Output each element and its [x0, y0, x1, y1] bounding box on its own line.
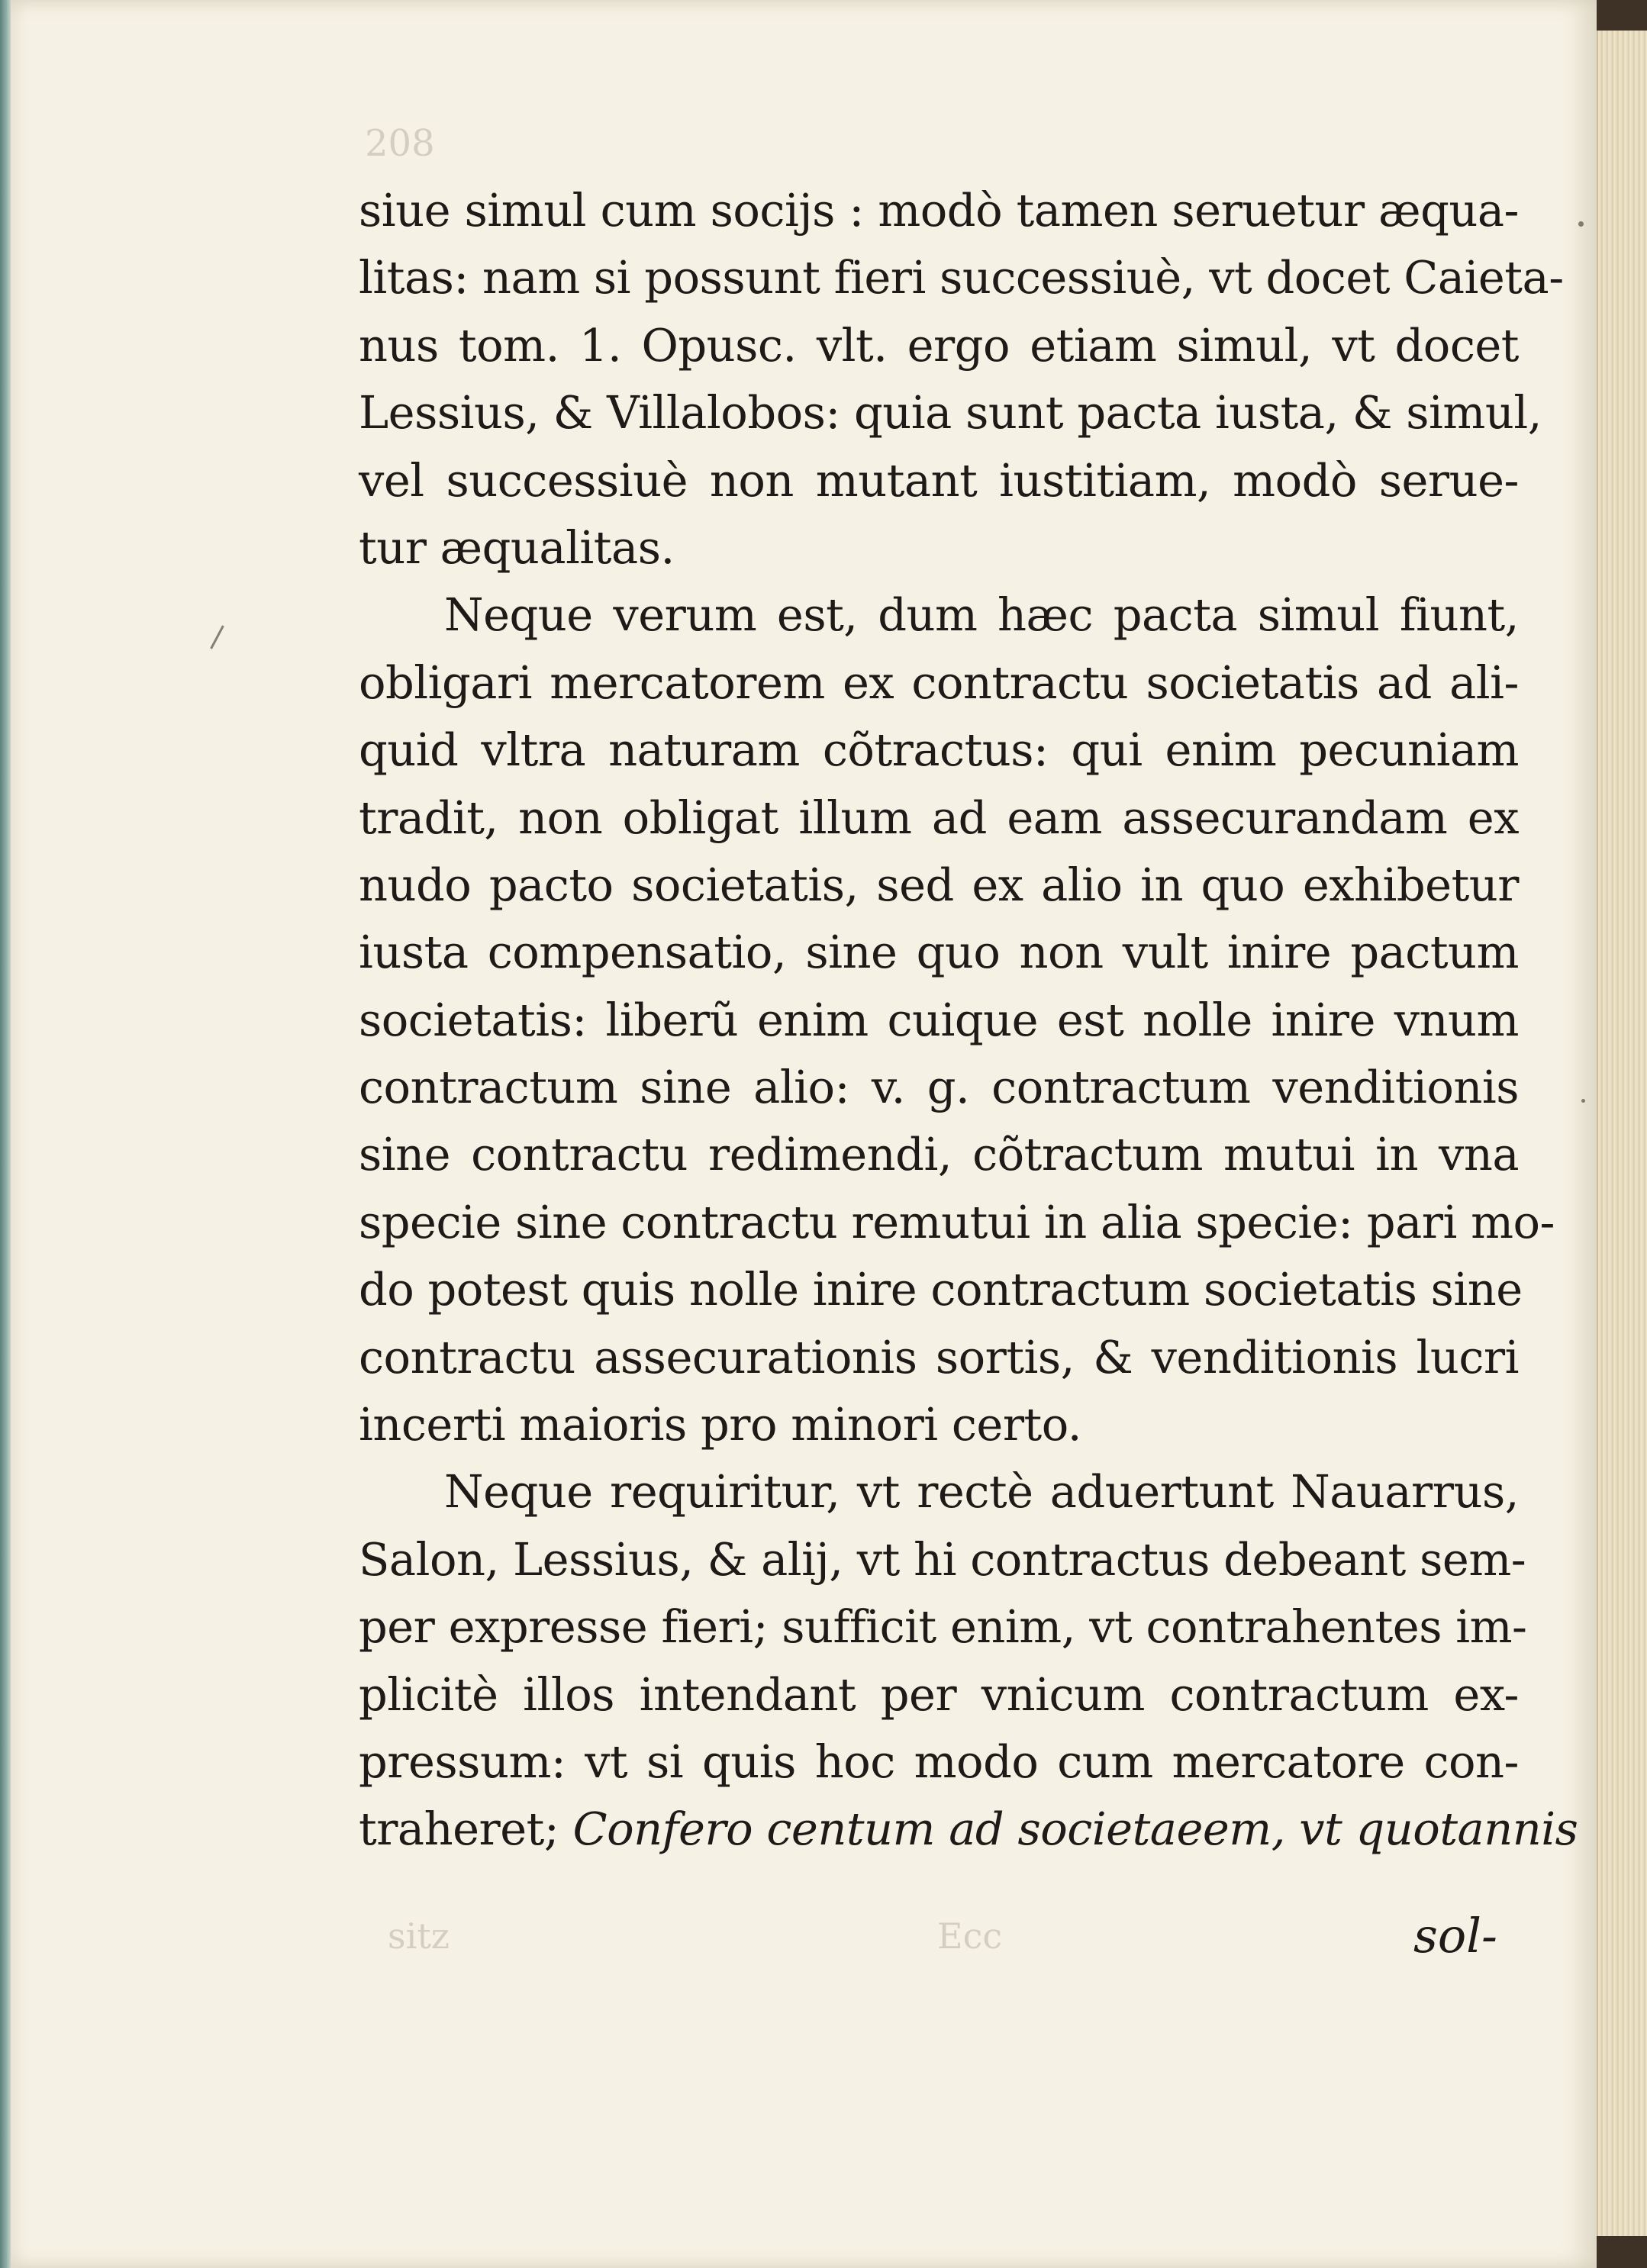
italic-text: Confero centum ad societaeem, vt quotannis [572, 1802, 1578, 1856]
text-line: siue simul cum socijs : modò tamen seruetur æqua- [359, 184, 1519, 237]
text-line: Salon, Lessius, & alij, vt hi contractus debeant sem- [359, 1532, 1526, 1586]
text-line: nudo pacto societatis, sed ex alio in quo exhibetur [359, 858, 1519, 911]
text-line: tradit, non obligat illum ad eam assecurandam ex [359, 791, 1519, 844]
paragraph-start-line: Neque verum est, dum hæc pacta simul fiunt, [444, 588, 1519, 642]
text-line: plicitè illos intendant per vnicum contractum ex- [359, 1667, 1519, 1721]
margin-dot [1581, 1099, 1585, 1103]
text-line: societatis: liberũ enim cuique est nolle inire vnum [359, 993, 1519, 1046]
text-line: pressum: vt si quis hoc modo cum mercatore con- [359, 1735, 1519, 1788]
page-block-edges [1597, 31, 1647, 2236]
text-line-mixed [359, 1796, 1578, 1863]
ghost-footer-right: Ecc [937, 1915, 1003, 1957]
body-text [359, 177, 1578, 1864]
text-line: sine contractu redimendi, cõtractum mutui in vna [359, 1128, 1519, 1181]
text-line: litas: nam si possunt fieri successiuè, vt docet Caieta- [359, 251, 1564, 304]
text-line: nus tom. 1. Opusc. vlt. ergo etiam simul, vt docet [359, 318, 1519, 372]
text-line: Lessius, & Villalobos: quia sunt pacta iusta, & simul, [359, 386, 1542, 440]
margin-dot [1578, 221, 1584, 227]
text-line: incerti maioris pro minori certo. [359, 1398, 1082, 1451]
text-line: vel successiuè non mutant iustitiam, modò serue- [359, 453, 1519, 507]
ghost-footer-left: sitz [388, 1915, 450, 1957]
text-line: contractum sine alio: v. g. contractum venditionis [359, 1061, 1519, 1114]
binding-shadow-top [1597, 0, 1647, 31]
roman-text: traheret; [359, 1802, 559, 1856]
text-line: per expresse fieri; sufficit enim, vt contrahentes im- [359, 1600, 1527, 1654]
text-line: tur æqualitas. [359, 520, 675, 574]
ghost-page-number: 208 [365, 122, 435, 165]
binding-shadow-bottom [1597, 2236, 1647, 2268]
binding-edge [0, 0, 11, 2268]
catchword: sol- [1413, 1908, 1497, 1964]
text-line: do potest quis nolle inire contractum societatis sine [359, 1263, 1523, 1316]
text-line: iusta compensatio, sine quo non vult inire pactum [359, 926, 1519, 979]
text-line: contractu assecurationis sortis, & venditionis lucri [359, 1330, 1519, 1384]
paragraph-start-line: Neque requiritur, vt rectè aduertunt Nauarrus, [444, 1465, 1519, 1519]
text-line: obligari mercatorem ex contractu societatis ad ali- [359, 656, 1519, 709]
text-line: specie sine contractu remutui in alia specie: pari mo- [359, 1195, 1555, 1248]
text-line: quid vltra naturam cõtractus: qui enim pecuniam [359, 723, 1519, 777]
